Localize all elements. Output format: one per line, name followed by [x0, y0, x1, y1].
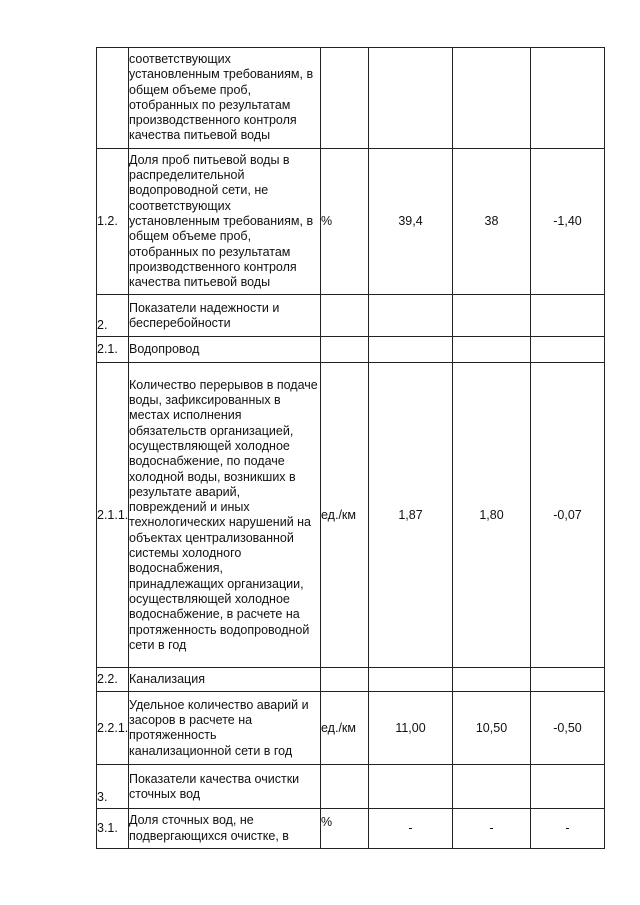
- row-unit: [321, 765, 369, 809]
- row-number: 2.1.: [97, 337, 129, 363]
- row-value-2: [453, 48, 531, 149]
- row-unit: [321, 668, 369, 692]
- row-description: Удельное количество аварий и засоров в расчете на протяженность канализационной сети в год: [129, 692, 321, 765]
- row-number: 2.2.1.: [97, 692, 129, 765]
- row-value-1: [369, 48, 453, 149]
- row-description: Показатели качества очистки сточных вод: [129, 765, 321, 809]
- row-value-1: [369, 295, 453, 337]
- row-unit: %: [321, 148, 369, 295]
- table-row: [97, 337, 605, 363]
- table-row: [97, 148, 605, 295]
- row-number: 2.1.1.: [97, 363, 129, 668]
- row-value-3: -1,40: [531, 148, 605, 295]
- row-value-1: [369, 765, 453, 809]
- row-value-3: [531, 295, 605, 337]
- row-value-2: 1,80: [453, 363, 531, 668]
- row-number: 1.2.: [97, 148, 129, 295]
- row-value-3: [531, 668, 605, 692]
- row-value-3: [531, 48, 605, 149]
- table-row: [97, 363, 605, 668]
- row-number: 2.2.: [97, 668, 129, 692]
- section-heading: Водопровод: [129, 337, 321, 363]
- row-unit: [321, 295, 369, 337]
- row-number: [97, 48, 129, 149]
- row-description: Доля проб питьевой воды в распределительной водопроводной сети, не соответствующих установленным требованиям, в общем объеме проб, отобранных по результатам производственного контроля качества питьевой воды: [129, 148, 321, 295]
- row-number: 2.: [97, 295, 129, 337]
- row-value-1: 11,00: [369, 692, 453, 765]
- row-description: Количество перерывов в подаче воды, зафиксированных в местах исполнения обязательств организацией, осуществляющей холодное водоснабжение, по подаче холодной воды, возникших в результате аварий, повреждений и иных технологических нарушений на объектах централизованной системы холодного водоснабжения, принадлежащих организации, осуществляющей холодное водоснабжение, в расчете на протяженность водопроводной сети в год: [129, 363, 321, 668]
- row-value-2: 38: [453, 148, 531, 295]
- row-value-1: 1,87: [369, 363, 453, 668]
- row-value-2: [453, 668, 531, 692]
- row-value-2: 10,50: [453, 692, 531, 765]
- row-value-1: [369, 668, 453, 692]
- row-value-3: [531, 765, 605, 809]
- table-row: [97, 809, 605, 849]
- row-number: 3.: [97, 765, 129, 809]
- indicators-table: [96, 47, 605, 849]
- row-value-3: [531, 337, 605, 363]
- row-number: 3.1.: [97, 809, 129, 849]
- table-row: [97, 765, 605, 809]
- row-unit: [321, 48, 369, 149]
- table-row: [97, 692, 605, 765]
- table-row: [97, 295, 605, 337]
- row-unit: ед./км: [321, 363, 369, 668]
- row-value-2: [453, 295, 531, 337]
- row-value-3: -0,07: [531, 363, 605, 668]
- row-value-2: -: [453, 809, 531, 849]
- row-value-1: 39,4: [369, 148, 453, 295]
- row-value-1: -: [369, 809, 453, 849]
- row-value-1: [369, 337, 453, 363]
- row-value-3: -0,50: [531, 692, 605, 765]
- row-unit: ед./км: [321, 692, 369, 765]
- row-unit: %: [321, 809, 369, 849]
- row-value-3: -: [531, 809, 605, 849]
- table-row: [97, 48, 605, 149]
- row-description: Доля сточных вод, не подвергающихся очистке, в: [129, 809, 321, 849]
- row-description: Показатели надежности и бесперебойности: [129, 295, 321, 337]
- section-heading: Канализация: [129, 668, 321, 692]
- row-unit: [321, 337, 369, 363]
- row-value-2: [453, 337, 531, 363]
- row-description: соответствующих установленным требованиям, в общем объеме проб, отобранных по результатам производственного контроля качества питьевой воды: [129, 48, 321, 149]
- table-row: [97, 668, 605, 692]
- row-value-2: [453, 765, 531, 809]
